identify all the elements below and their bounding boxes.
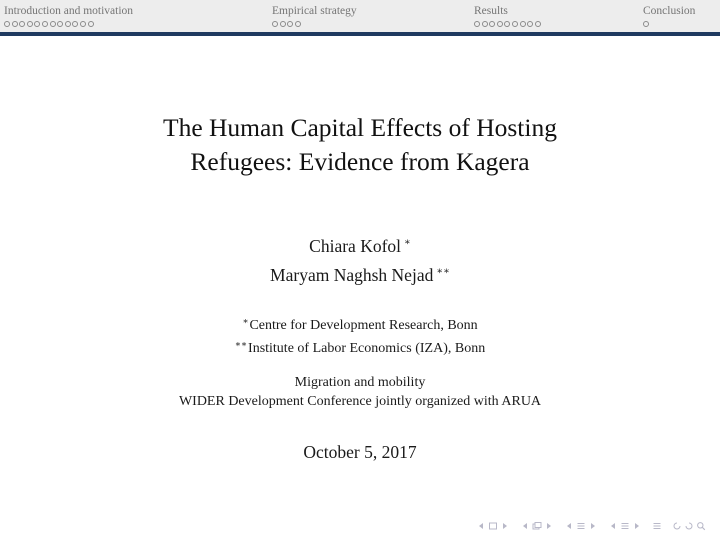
section-navigation-bar bbox=[0, 0, 720, 32]
slide-frame-icon[interactable] bbox=[488, 521, 498, 531]
event-line-2: WIDER Development Conference jointly organized with ARUA bbox=[178, 394, 542, 409]
slide-dots bbox=[643, 21, 695, 27]
search-forward-icon[interactable] bbox=[684, 521, 694, 531]
institute-2 bbox=[0, 335, 720, 358]
title-line-2: Refugees: Evidence from Kagera bbox=[190, 147, 530, 176]
author-1 bbox=[0, 230, 720, 259]
author-name: Chiara Kofol bbox=[309, 236, 402, 256]
slide-dot[interactable] bbox=[272, 21, 278, 27]
event-line-1: Migration and mobility bbox=[294, 375, 426, 390]
presentation-date: October 5, 2017 bbox=[303, 442, 417, 462]
slide-dot[interactable] bbox=[295, 21, 301, 27]
frame-stack-icon[interactable] bbox=[532, 521, 542, 531]
prev-section-arrow-icon[interactable] bbox=[608, 521, 618, 531]
prev-frame-arrow-icon[interactable] bbox=[520, 521, 530, 531]
author-affiliation-mark: ∗ bbox=[404, 237, 411, 248]
slide-dot[interactable] bbox=[489, 21, 495, 27]
event-info bbox=[0, 373, 720, 411]
slide-dot[interactable] bbox=[72, 21, 78, 27]
presentation-title bbox=[60, 111, 660, 179]
subsection-icon[interactable] bbox=[576, 521, 586, 531]
slide-dot[interactable] bbox=[527, 21, 533, 27]
slide-dot[interactable] bbox=[497, 21, 503, 27]
slide-dot[interactable] bbox=[520, 21, 526, 27]
beamer-navigation-symbols bbox=[476, 519, 706, 533]
slide-dots bbox=[272, 21, 357, 27]
author-list bbox=[0, 230, 720, 288]
institute-name: Institute of Labor Economics (IZA), Bonn bbox=[248, 341, 486, 356]
slide-dot[interactable] bbox=[12, 21, 18, 27]
nav-section-label: Empirical strategy bbox=[272, 5, 357, 17]
nav-section-label: Introduction and motivation bbox=[4, 5, 134, 17]
institute-name: Centre for Development Research, Bonn bbox=[249, 318, 478, 333]
next-section-arrow-icon[interactable] bbox=[632, 521, 642, 531]
nav-divider-rule bbox=[0, 32, 720, 36]
prev-subsection-arrow-icon[interactable] bbox=[564, 521, 574, 531]
nav-section-label: Conclusion bbox=[643, 5, 696, 17]
nav-section-introduction[interactable] bbox=[4, 4, 133, 27]
nav-section-conclusion[interactable] bbox=[643, 4, 695, 27]
slide-dot[interactable] bbox=[19, 21, 25, 27]
slide-dot[interactable] bbox=[80, 21, 86, 27]
next-frame-arrow-icon[interactable] bbox=[544, 521, 554, 531]
author-name: Maryam Naghsh Nejad bbox=[270, 265, 434, 285]
institute-mark: ∗ bbox=[242, 316, 249, 326]
nav-section-empirical-strategy[interactable] bbox=[272, 4, 357, 27]
slide-dot[interactable] bbox=[57, 21, 63, 27]
slide-dot[interactable] bbox=[4, 21, 10, 27]
slide-dot[interactable] bbox=[474, 21, 480, 27]
search-icon[interactable] bbox=[696, 521, 706, 531]
nav-section-label: Results bbox=[474, 5, 508, 17]
slide-dot[interactable] bbox=[27, 21, 33, 27]
institute-1 bbox=[0, 312, 720, 335]
search-back-icon[interactable] bbox=[672, 521, 682, 531]
next-subsection-arrow-icon[interactable] bbox=[588, 521, 598, 531]
slide-dot[interactable] bbox=[280, 21, 286, 27]
institute-mark: ∗∗ bbox=[234, 339, 248, 349]
slide-dots bbox=[474, 21, 541, 27]
slide-dot[interactable] bbox=[535, 21, 541, 27]
slide-dot[interactable] bbox=[512, 21, 518, 27]
slide-dot[interactable] bbox=[34, 21, 40, 27]
slide-dot[interactable] bbox=[504, 21, 510, 27]
slide-dot[interactable] bbox=[482, 21, 488, 27]
author-affiliation-mark: ∗∗ bbox=[436, 266, 450, 277]
title-line-1: The Human Capital Effects of Hosting bbox=[163, 113, 557, 142]
slide-dot[interactable] bbox=[287, 21, 293, 27]
next-slide-arrow-icon[interactable] bbox=[500, 521, 510, 531]
institute-list bbox=[0, 312, 720, 358]
document-outline-icon[interactable] bbox=[652, 521, 662, 531]
author-2 bbox=[0, 259, 720, 288]
slide-dot[interactable] bbox=[88, 21, 94, 27]
slide-dot[interactable] bbox=[65, 21, 71, 27]
slide-dots bbox=[4, 21, 133, 27]
nav-section-results[interactable] bbox=[474, 4, 541, 27]
slide-dot[interactable] bbox=[50, 21, 56, 27]
slide-dot[interactable] bbox=[42, 21, 48, 27]
section-icon[interactable] bbox=[620, 521, 630, 531]
slide-dot[interactable] bbox=[643, 21, 649, 27]
prev-slide-arrow-icon[interactable] bbox=[476, 521, 486, 531]
